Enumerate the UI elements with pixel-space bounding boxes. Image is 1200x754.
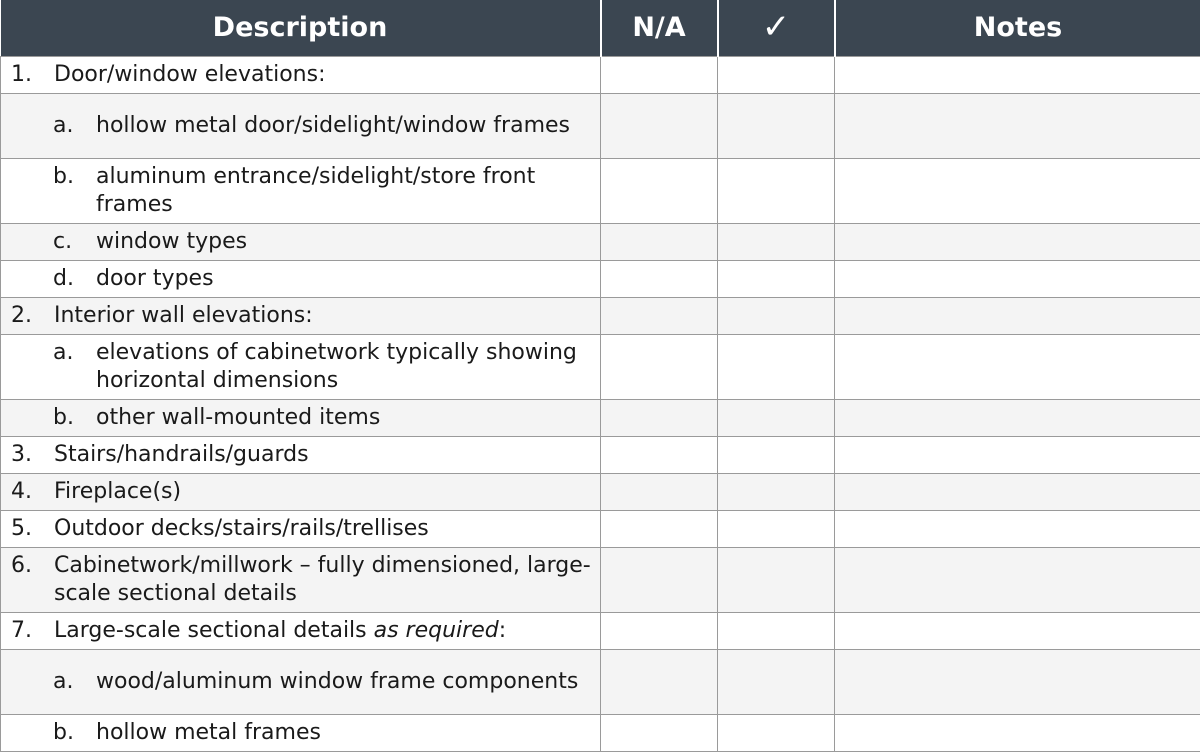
na-cell[interactable] [601, 399, 718, 436]
na-cell[interactable] [601, 223, 718, 260]
description-cell [1, 56, 601, 93]
notes-cell[interactable] [835, 612, 1200, 649]
check-cell[interactable] [718, 510, 835, 547]
table-row [1, 436, 1200, 473]
description-cell [1, 297, 601, 334]
table-row [1, 649, 1200, 714]
check-cell[interactable] [718, 260, 835, 297]
item-number: b. [53, 719, 74, 745]
item-number: c. [53, 228, 73, 254]
check-cell[interactable] [718, 547, 835, 612]
notes-cell[interactable] [835, 223, 1200, 260]
table-row [1, 223, 1200, 260]
notes-cell[interactable] [835, 510, 1200, 547]
na-cell[interactable] [601, 93, 718, 158]
item-text: Stairs/handrails/guards [54, 441, 309, 467]
item-text-main: Large-scale sectional details [54, 617, 374, 643]
notes-cell[interactable] [835, 297, 1200, 334]
table-row [1, 612, 1200, 649]
description-cell [1, 649, 601, 714]
na-cell[interactable] [601, 56, 718, 93]
header-description: Description [1, 0, 601, 56]
item-text: Outdoor decks/stairs/rails/trellises [54, 515, 429, 541]
notes-cell[interactable] [835, 436, 1200, 473]
check-cell[interactable] [718, 158, 835, 223]
check-cell[interactable] [718, 649, 835, 714]
item-number: 7. [11, 617, 32, 643]
notes-cell[interactable] [835, 334, 1200, 399]
table-row [1, 399, 1200, 436]
item-text: door types [96, 265, 214, 291]
na-cell[interactable] [601, 436, 718, 473]
item-number: b. [53, 404, 74, 430]
item-text: wood/aluminum window frame components [96, 668, 579, 694]
header-na: N/A [601, 0, 718, 56]
check-cell[interactable] [718, 223, 835, 260]
notes-cell[interactable] [835, 158, 1200, 223]
description-cell [1, 436, 601, 473]
na-cell[interactable] [601, 510, 718, 547]
notes-cell[interactable] [835, 399, 1200, 436]
check-cell[interactable] [718, 93, 835, 158]
check-cell[interactable] [718, 56, 835, 93]
na-cell[interactable] [601, 547, 718, 612]
description-cell [1, 714, 601, 751]
table-row [1, 547, 1200, 612]
item-text-italic: as required [373, 617, 499, 643]
description-cell [1, 399, 601, 436]
item-text: window types [96, 228, 248, 254]
na-cell[interactable] [601, 297, 718, 334]
table-row [1, 334, 1200, 399]
item-text: Door/window elevations: [54, 61, 326, 87]
description-cell [1, 93, 601, 158]
description-cell [1, 510, 601, 547]
check-cell[interactable] [718, 612, 835, 649]
item-number: a. [53, 668, 74, 694]
check-cell[interactable] [718, 436, 835, 473]
item-text: elevations of cabinetwork typically showing horizontal dimensions [96, 339, 577, 393]
table-row [1, 260, 1200, 297]
item-number: 3. [11, 441, 32, 467]
check-cell[interactable] [718, 297, 835, 334]
table-row [1, 56, 1200, 93]
description-cell [1, 158, 601, 223]
item-number: 2. [11, 302, 32, 328]
notes-cell[interactable] [835, 714, 1200, 751]
description-cell [1, 223, 601, 260]
description-cell [1, 473, 601, 510]
check-cell[interactable] [718, 473, 835, 510]
description-cell [1, 547, 601, 612]
table-row [1, 714, 1200, 751]
item-number: b. [53, 163, 74, 189]
item-number: 4. [11, 478, 32, 504]
item-text: hollow metal door/sidelight/window frames [96, 112, 570, 138]
notes-cell[interactable] [835, 649, 1200, 714]
item-text: Cabinetwork/millwork – fully dimensioned, large-scale sectional details [54, 552, 591, 606]
description-cell [1, 334, 601, 399]
na-cell[interactable] [601, 158, 718, 223]
item-text [54, 617, 600, 645]
table-row [1, 473, 1200, 510]
item-text: aluminum entrance/sidelight/store front frames [96, 163, 536, 217]
item-number: d. [53, 265, 74, 291]
table-row [1, 93, 1200, 158]
item-number: 6. [11, 552, 32, 578]
na-cell[interactable] [601, 714, 718, 751]
na-cell[interactable] [601, 260, 718, 297]
na-cell[interactable] [601, 649, 718, 714]
item-text: Fireplace(s) [54, 478, 182, 504]
check-cell[interactable] [718, 714, 835, 751]
table-body [1, 56, 1200, 751]
notes-cell[interactable] [835, 56, 1200, 93]
header-check [718, 0, 835, 56]
description-cell [1, 612, 601, 649]
item-number: a. [53, 112, 74, 138]
item-text: other wall-mounted items [96, 404, 381, 430]
item-text-suffix: : [498, 617, 507, 643]
notes-cell[interactable] [835, 473, 1200, 510]
table-row [1, 510, 1200, 547]
na-cell[interactable] [601, 473, 718, 510]
table-row [1, 158, 1200, 223]
item-number: 1. [11, 61, 32, 87]
item-text: Interior wall elevations: [54, 302, 313, 328]
notes-cell[interactable] [835, 93, 1200, 158]
check-cell[interactable] [718, 334, 835, 399]
item-number: 5. [11, 515, 32, 541]
check-cell[interactable] [718, 399, 835, 436]
notes-cell[interactable] [835, 260, 1200, 297]
item-text: hollow metal frames [96, 719, 321, 745]
table-header [1, 0, 1200, 56]
notes-cell[interactable] [835, 547, 1200, 612]
na-cell[interactable] [601, 334, 718, 399]
na-cell[interactable] [601, 612, 718, 649]
checkmark-icon: ✓ [761, 7, 791, 48]
item-number: a. [53, 339, 74, 365]
table-row [1, 297, 1200, 334]
description-cell [1, 260, 601, 297]
header-notes: Notes [835, 0, 1200, 56]
